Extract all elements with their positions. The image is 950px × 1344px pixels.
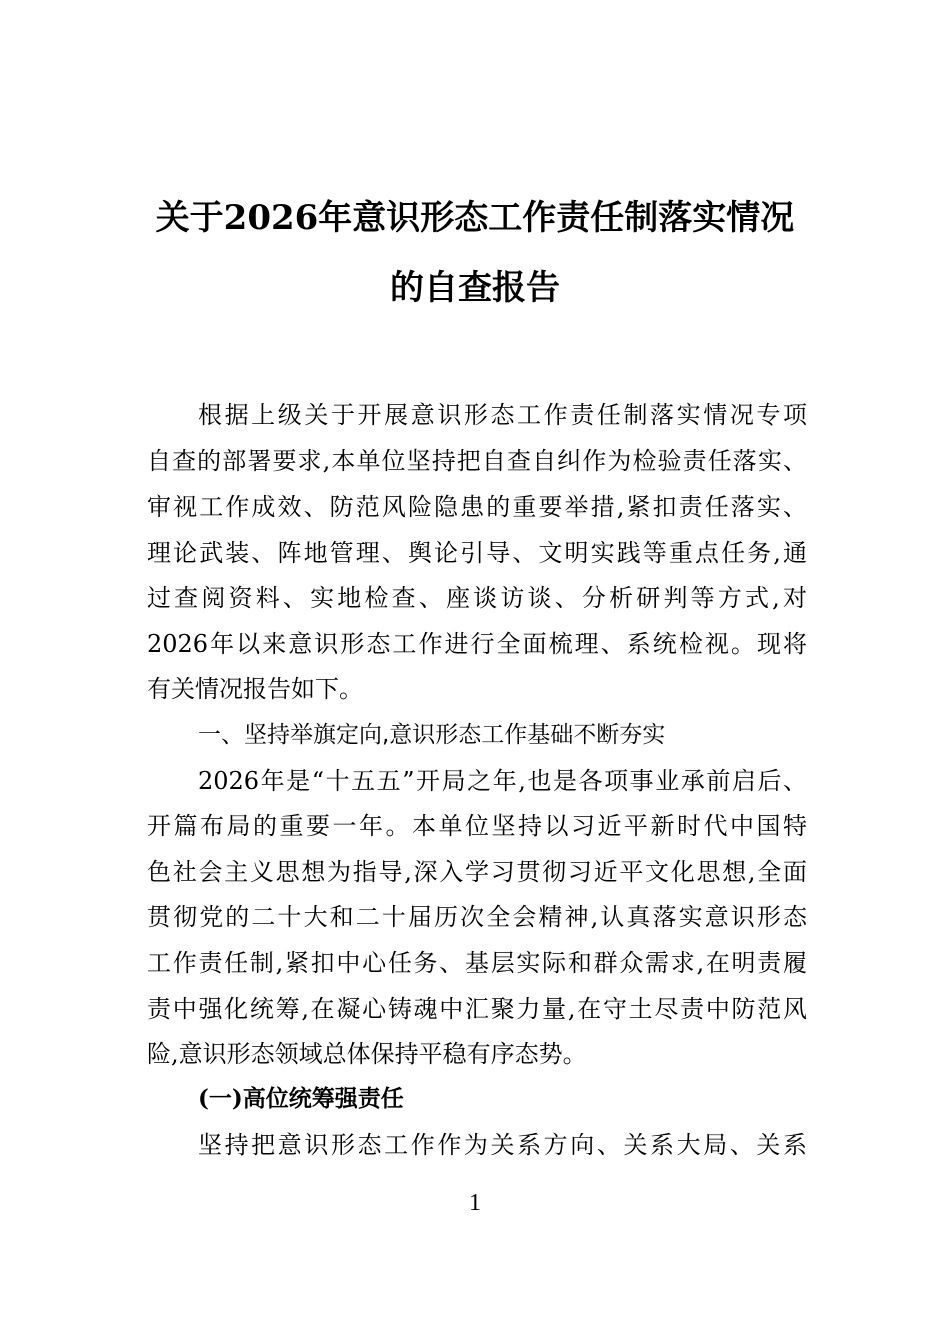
section-1-line: 责中强化统筹,在凝心铸魂中汇聚力量,在守土尽责中防范风 [147, 995, 807, 1023]
intro-line: 根据上级关于开展意识形态工作责任制落实情况专项 [198, 401, 807, 429]
section-1-line: 色社会主义思想为指导,深入学习贯彻习近平文化思想,全面 [147, 858, 807, 886]
section-1-line: 开篇布局的重要一年。本单位坚持以习近平新时代中国特 [147, 812, 807, 840]
intro-line: 理论武装、阵地管理、舆论引导、文明实践等重点任务,通 [147, 539, 807, 567]
intro-line: 自查的部署要求,本单位坚持把自查自纠作为检验责任落实、 [147, 447, 807, 475]
subsection-1-heading: (一)高位统筹强责任 [198, 1085, 404, 1112]
document-title-line-1: 关于2026年意识形态工作责任制落实情况 [155, 198, 795, 238]
page-number: 1 [469, 1190, 481, 1216]
intro-line: 2026年以来意识形态工作进行全面梳理、系统检视。现将 [147, 630, 807, 658]
intro-line: 过查阅资料、实地检查、座谈访谈、分析研判等方式,对 [147, 584, 807, 612]
intro-line: 有关情况报告如下。 [147, 675, 363, 703]
document-title-line-2: 的自查报告 [390, 268, 560, 308]
section-1-line: 2026年是“十五五”开局之年,也是各项事业承前启后、 [198, 767, 807, 795]
subsection-1-line: 坚持把意识形态工作作为关系方向、关系大局、关系 [198, 1131, 807, 1159]
section-1-line: 工作责任制,紧扣中心任务、基层实际和群众需求,在明责履 [147, 949, 807, 977]
section-1-heading: 一、坚持举旗定向,意识形态工作基础不断夯实 [198, 722, 666, 748]
intro-line: 审视工作成效、防范风险隐患的重要举措,紧扣责任落实、 [147, 493, 807, 521]
section-1-line: 贯彻党的二十大和二十届历次全会精神,认真落实意识形态 [147, 903, 807, 931]
section-1-line: 险,意识形态领域总体保持平稳有序态势。 [147, 1040, 587, 1068]
